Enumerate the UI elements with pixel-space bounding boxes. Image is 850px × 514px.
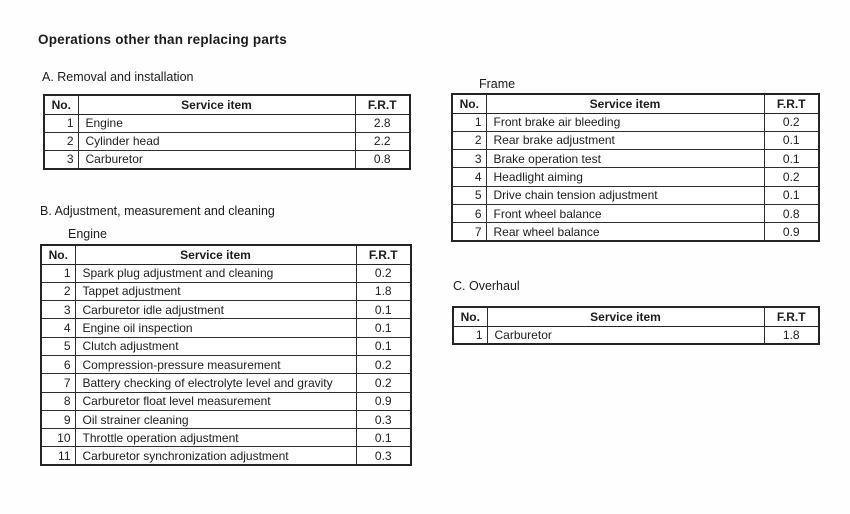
table-row — [452, 131, 819, 149]
cell-frt: 0.1 — [356, 337, 411, 355]
section-c-heading: C. Overhaul — [453, 279, 520, 293]
table-row — [452, 186, 819, 204]
cell-frt: 2.2 — [355, 132, 410, 150]
cell-frt: 1.8 — [356, 282, 411, 300]
cell-no: 9 — [41, 410, 75, 428]
table-row — [41, 282, 411, 300]
column-header-service-item: Service item — [78, 95, 355, 114]
cell-frt: 0.8 — [764, 204, 819, 222]
table-row — [41, 392, 411, 410]
cell-no: 7 — [452, 223, 486, 241]
cell-service-item: Rear wheel balance — [486, 223, 764, 241]
overhaul-table — [452, 306, 820, 345]
cell-service-item: Brake operation test — [486, 150, 764, 168]
table-row — [452, 150, 819, 168]
table-row — [41, 429, 411, 447]
cell-service-item: Throttle operation adjustment — [75, 429, 356, 447]
cell-service-item: Carburetor float level measurement — [75, 392, 356, 410]
cell-frt: 0.8 — [355, 151, 410, 169]
cell-frt: 2.8 — [355, 114, 410, 132]
cell-frt: 0.1 — [764, 131, 819, 149]
cell-service-item: Tappet adjustment — [75, 282, 356, 300]
cell-frt: 1.8 — [764, 326, 819, 344]
column-header-no: No. — [44, 95, 78, 114]
table-row — [44, 151, 410, 169]
table-row — [452, 223, 819, 241]
table-row — [44, 114, 410, 132]
cell-frt: 0.1 — [764, 150, 819, 168]
cell-service-item: Oil strainer cleaning — [75, 410, 356, 428]
cell-service-item: Front wheel balance — [486, 204, 764, 222]
cell-no: 2 — [452, 131, 486, 149]
table-row — [452, 168, 819, 186]
cell-frt: 0.9 — [356, 392, 411, 410]
section-a-heading: A. Removal and installation — [42, 70, 194, 84]
cell-service-item: Cylinder head — [78, 132, 355, 150]
cell-no: 2 — [41, 282, 75, 300]
table-row — [41, 410, 411, 428]
page-title: Operations other than replacing parts — [38, 32, 287, 47]
cell-no: 1 — [453, 326, 487, 344]
column-header-service-item: Service item — [487, 307, 764, 326]
table-row — [41, 337, 411, 355]
cell-service-item: Carburetor — [487, 326, 764, 344]
cell-frt: 0.1 — [356, 301, 411, 319]
column-header-no: No. — [41, 245, 75, 264]
table-row — [452, 204, 819, 222]
cell-no: 1 — [44, 114, 78, 132]
cell-service-item: Front brake air bleeding — [486, 113, 764, 131]
cell-no: 6 — [452, 204, 486, 222]
cell-no: 5 — [41, 337, 75, 355]
column-header-frt: F.R.T — [355, 95, 410, 114]
cell-service-item: Battery checking of electrolyte level and gravity — [75, 374, 356, 392]
column-header-frt: F.R.T — [356, 245, 411, 264]
table-row — [41, 319, 411, 337]
engine-subheading: Engine — [68, 227, 107, 241]
column-header-frt: F.R.T — [764, 94, 819, 113]
cell-frt: 0.3 — [356, 447, 411, 465]
cell-no: 8 — [41, 392, 75, 410]
cell-service-item: Headlight aiming — [486, 168, 764, 186]
table-row — [41, 447, 411, 465]
cell-service-item: Engine oil inspection — [75, 319, 356, 337]
cell-frt: 0.2 — [356, 374, 411, 392]
column-header-frt: F.R.T — [764, 307, 819, 326]
table-header-row — [41, 245, 411, 264]
cell-no: 5 — [452, 186, 486, 204]
column-header-service-item: Service item — [486, 94, 764, 113]
table-row — [41, 301, 411, 319]
cell-no: 6 — [41, 355, 75, 373]
cell-frt: 0.2 — [764, 113, 819, 131]
cell-no: 3 — [44, 151, 78, 169]
cell-service-item: Carburetor synchronization adjustment — [75, 447, 356, 465]
table-header-row — [44, 95, 410, 114]
cell-no: 3 — [452, 150, 486, 168]
table-row — [452, 113, 819, 131]
cell-service-item: Spark plug adjustment and cleaning — [75, 264, 356, 282]
column-header-no: No. — [453, 307, 487, 326]
cell-frt: 0.2 — [356, 355, 411, 373]
cell-frt: 0.2 — [764, 168, 819, 186]
table-row — [44, 132, 410, 150]
cell-no: 1 — [41, 264, 75, 282]
section-b-heading: B. Adjustment, measurement and cleaning — [40, 204, 275, 218]
cell-service-item: Engine — [78, 114, 355, 132]
table-row — [41, 374, 411, 392]
cell-no: 4 — [452, 168, 486, 186]
cell-service-item: Compression-pressure measurement — [75, 355, 356, 373]
table-row — [41, 264, 411, 282]
removal-installation-table — [43, 94, 411, 170]
cell-no: 10 — [41, 429, 75, 447]
cell-service-item: Carburetor idle adjustment — [75, 301, 356, 319]
cell-no: 11 — [41, 447, 75, 465]
table-header-row — [453, 307, 819, 326]
cell-frt: 0.3 — [356, 410, 411, 428]
cell-frt: 0.1 — [764, 186, 819, 204]
frame-subheading: Frame — [479, 77, 516, 91]
engine-adjustment-table — [40, 244, 412, 466]
cell-no: 1 — [452, 113, 486, 131]
column-header-service-item: Service item — [75, 245, 356, 264]
cell-service-item: Rear brake adjustment — [486, 131, 764, 149]
cell-no: 2 — [44, 132, 78, 150]
cell-service-item: Clutch adjustment — [75, 337, 356, 355]
cell-no: 4 — [41, 319, 75, 337]
cell-service-item: Drive chain tension adjustment — [486, 186, 764, 204]
cell-frt: 0.1 — [356, 319, 411, 337]
cell-frt: 0.2 — [356, 264, 411, 282]
table-header-row — [452, 94, 819, 113]
cell-frt: 0.1 — [356, 429, 411, 447]
table-row — [41, 355, 411, 373]
cell-no: 7 — [41, 374, 75, 392]
table-row — [453, 326, 819, 344]
column-header-no: No. — [452, 94, 486, 113]
cell-frt: 0.9 — [764, 223, 819, 241]
cell-no: 3 — [41, 301, 75, 319]
cell-service-item: Carburetor — [78, 151, 355, 169]
frame-adjustment-table — [451, 93, 820, 242]
